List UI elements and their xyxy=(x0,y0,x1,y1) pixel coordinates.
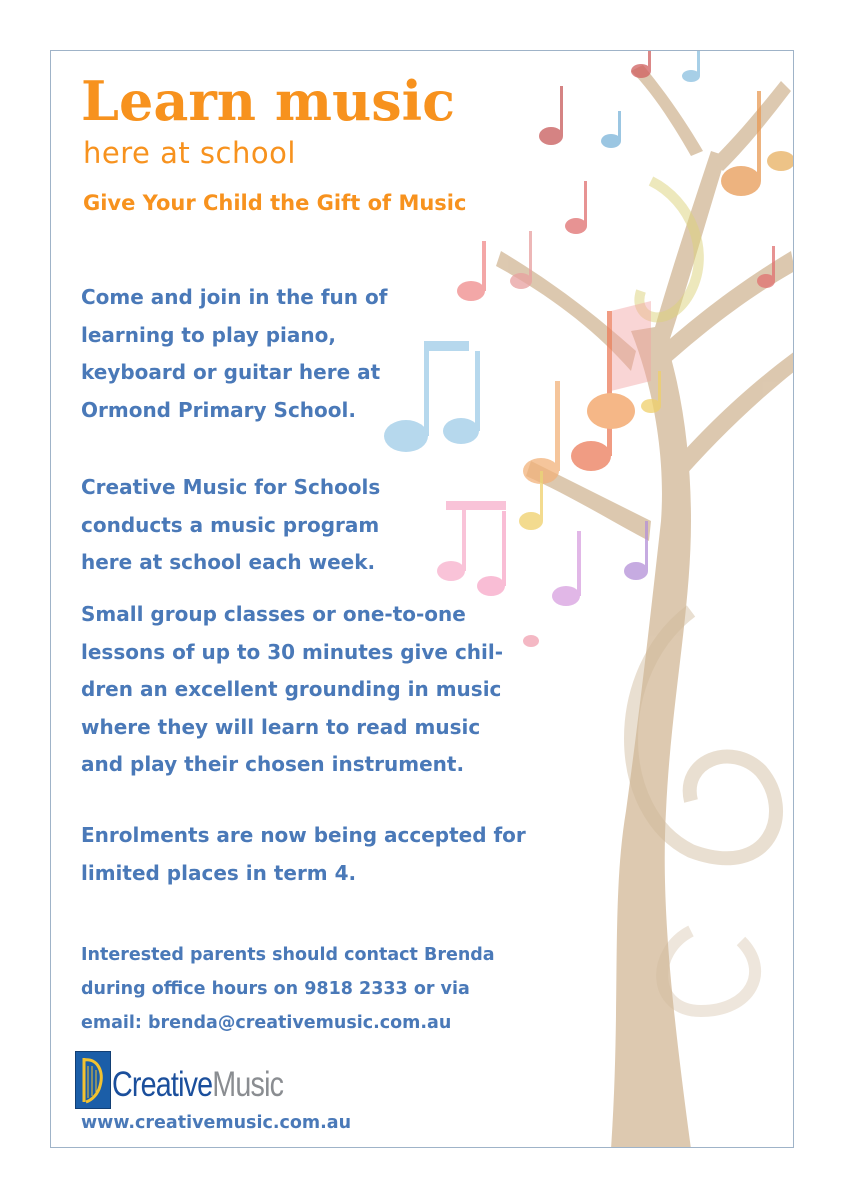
poster-frame xyxy=(50,50,794,1148)
website-link[interactable]: www.creativemusic.com.au xyxy=(81,1113,352,1133)
lessons-paragraph: Small group classes or one-to-one lessons of up to 30 minutes give chil- dren an excellent grounding in music where they will learn to read music and play their chosen instrument. xyxy=(81,602,504,776)
logo-word-creative: Creative xyxy=(112,1065,213,1104)
intro-paragraph: Come and join in the fun of learning to play piano, keyboard or guitar here at Ormond Primary School. xyxy=(81,285,388,422)
harp-logo-icon xyxy=(75,1051,111,1109)
logo-word-music: Music xyxy=(212,1065,284,1104)
logo-wordmark xyxy=(112,1065,283,1105)
enrolment-paragraph: Enrolments are now being accepted for limited places in term 4. xyxy=(81,823,526,885)
program-paragraph: Creative Music for Schools conducts a music program here at school each week. xyxy=(81,475,381,574)
contact-info: Interested parents should contact Brenda during office hours on 9818 2333 or via email: brenda@creativemusic.com.au xyxy=(81,945,495,1033)
creative-music-logo xyxy=(75,1051,375,1111)
tagline: Give Your Child the Gift of Music xyxy=(83,191,467,215)
page-title: Learn music xyxy=(81,69,456,133)
page-subtitle: here at school xyxy=(83,136,296,170)
